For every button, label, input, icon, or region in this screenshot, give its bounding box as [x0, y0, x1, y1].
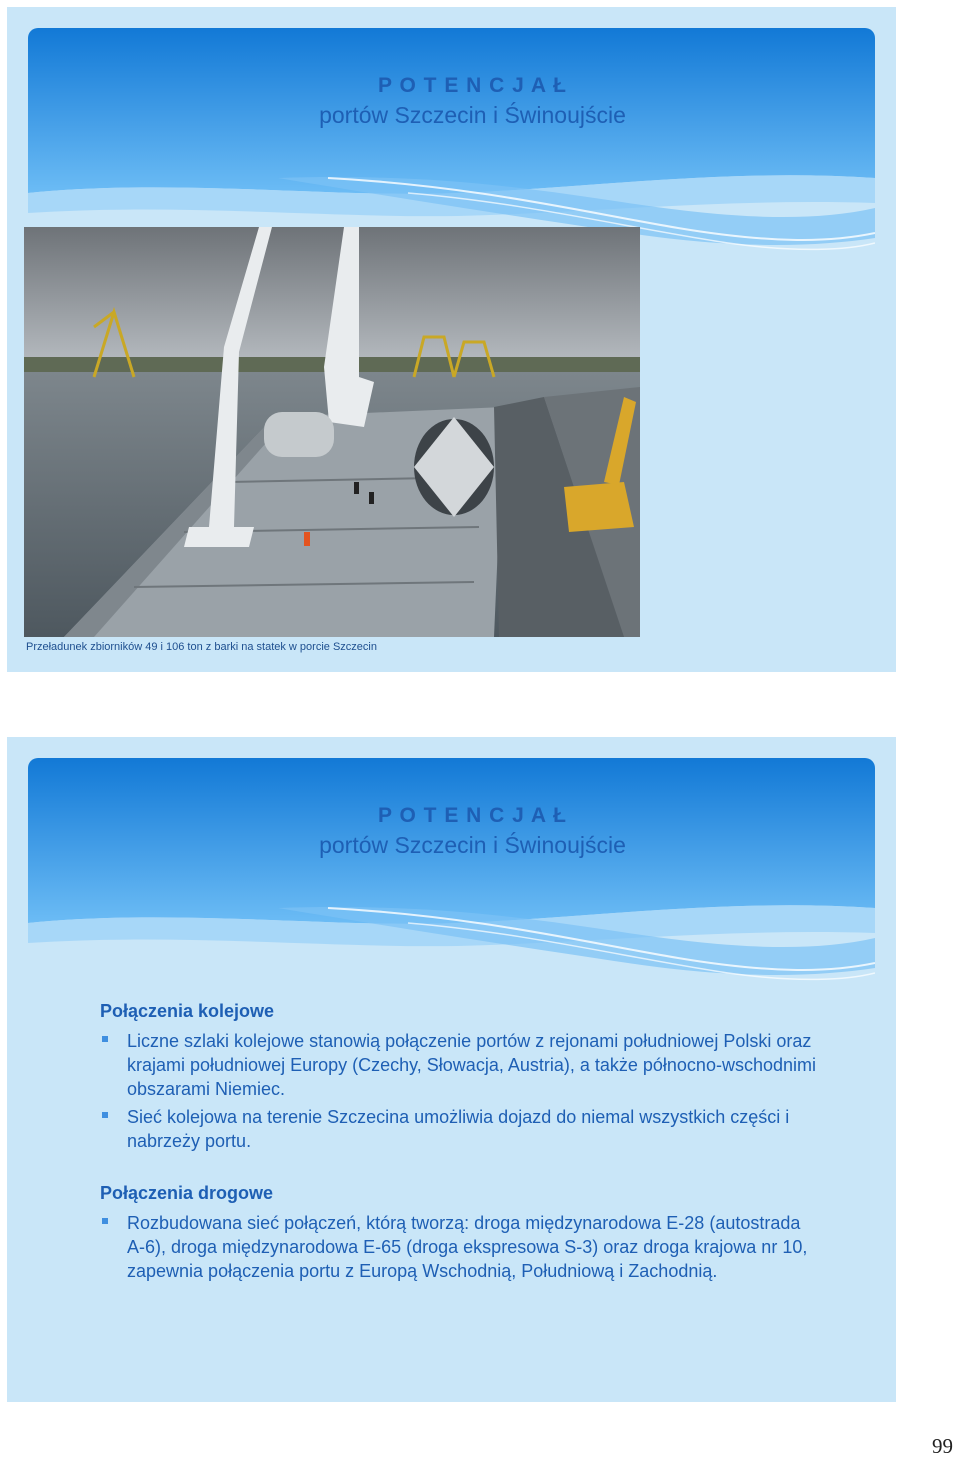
header-banner [28, 758, 875, 1003]
rail-bullet-list [100, 1029, 820, 1153]
title-line-2: portów Szczecin i Świnoujście [319, 102, 626, 128]
road-bullet-list [100, 1211, 820, 1283]
bullet-square-icon [102, 1112, 108, 1118]
port-ship-illustration [24, 227, 640, 637]
slide-content [100, 999, 820, 1287]
port-photo [24, 227, 640, 637]
title-line-1: P O T E N C J A Ł [378, 74, 567, 97]
photo-caption: Przeładunek zbiorników 49 i 106 ton z barki na statek w porcie Szczecin [26, 641, 377, 653]
bullet-square-icon [102, 1036, 108, 1042]
slide-2 [7, 737, 896, 1402]
bullet-text: Sieć kolejowa na terenie Szczecina umożliwia dojazd do niemal wszystkich części i nabrzeży portu. [127, 1107, 790, 1151]
slide-1 [7, 7, 896, 672]
slide-title [28, 802, 875, 860]
list-item [100, 1029, 820, 1101]
bullet-text: Liczne szlaki kolejowe stanowią połączenie portów z rejonami południowej Polski oraz krajami południowej Europy (Czechy, Słowacja, Austria), a także północno-wschodnimi obszarami Niemiec. [127, 1031, 816, 1099]
slide-title [28, 72, 875, 130]
section-heading-rail: Połączenia kolejowe [100, 1001, 275, 1021]
title-line-2: portów Szczecin i Świnoujście [319, 832, 626, 858]
page-number: 99 [932, 1434, 953, 1458]
list-item [100, 1105, 820, 1153]
wave-banner-graphic [28, 758, 875, 1003]
title-line-1: P O T E N C J A Ł [378, 804, 567, 827]
bullet-text: Rozbudowana sieć połączeń, którą tworzą: droga międzynarodowa E-28 (autostrada A-6), droga międzynarodowa E-65 (droga ekspresowa S-3) oraz droga krajowa nr 10, zapewnia połączenia portu z Europą Wschodnią, Południową i Zachodnią. [127, 1213, 808, 1281]
bullet-square-icon [102, 1218, 108, 1224]
section-heading-road: Połączenia drogowe [100, 1183, 274, 1203]
list-item [100, 1211, 820, 1283]
